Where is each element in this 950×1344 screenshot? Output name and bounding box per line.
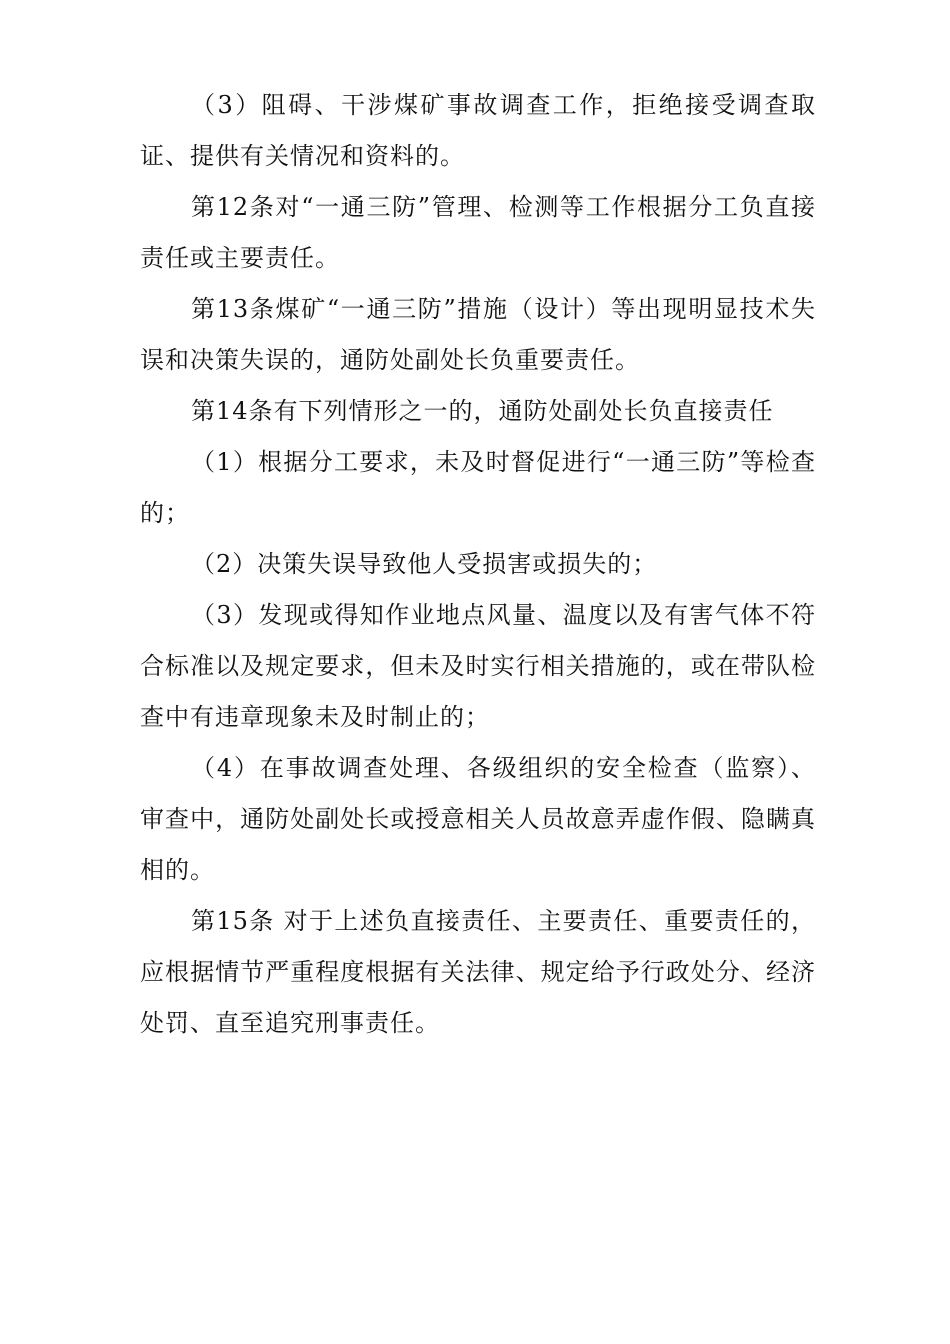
document-body — [140, 80, 816, 1049]
article-14-item-4: （4）在事故调查处理、各级组织的安全检查（监察）、审查中，通防处副处长或授意相关人员故意弄虚作假、隐瞒真相的。 — [140, 754, 816, 884]
article-14-item-1: （1）根据分工要求，未及时督促进行“一通三防”等检查的； — [140, 448, 816, 527]
article-12-paragraph: 第12条对“一通三防”管理、检测等工作根据分工负直接责任或主要责任。 — [140, 193, 816, 272]
article-15-paragraph: 第15条 对于上述负直接责任、主要责任、重要责任的，应根据情节严重程度根据有关法律、规定给予行政处分、经济处罚、直至追究刑事责任。 — [140, 907, 816, 1037]
paragraph-item-3-obstruct-investigation: （3）阻碍、干涉煤矿事故调查工作，拒绝接受调查取证、提供有关情况和资料的。 — [140, 91, 816, 170]
article-13-paragraph: 第13条煤矿“一通三防”措施（设计）等出现明显技术失误和决策失误的，通防处副处长负重要责任。 — [140, 295, 816, 374]
article-14-item-3: （3）发现或得知作业地点风量、温度以及有害气体不符合标准以及规定要求，但未及时实行相关措施的，或在带队检查中有违章现象未及时制止的； — [140, 601, 816, 731]
article-14-paragraph: 第14条有下列情形之一的，通防处副处长负直接责任 — [191, 397, 774, 425]
article-14-item-2: （2）决策失误导致他人受损害或损失的； — [191, 550, 658, 578]
